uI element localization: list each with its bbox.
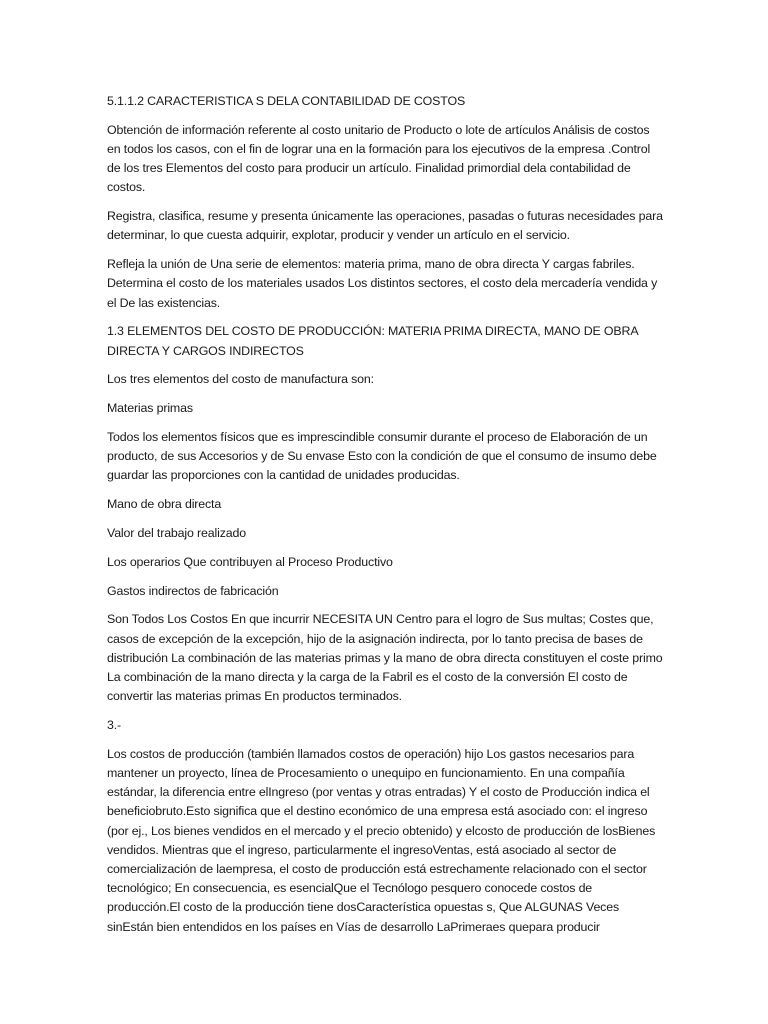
paragraph-son-todos: Son Todos Los Costos En que incurrir NECESITA UN Centro para el logro de Sus multas; Costes que, casos de excepción de la excepción, hijo de la asignación indirecta, por lo tanto precisa de bases de distribución La combinación de las materias primas y la mano de obra directa constituyen el coste primo La combinación de la mano directa y la carga de la Fabril es el costo de la conversión El costo de convertir las materias primas En productos terminados. <box>107 612 663 704</box>
paragraph-operarios: Los operarios Que contribuyen al Proceso Productivo <box>107 554 393 569</box>
subheading-gastos-indirectos: Gastos indirectos de fabricación <box>107 583 279 598</box>
paragraph-costos-produccion: Los costos de producción (también llamados costos de operación) hijo Los gastos necesarios para mantener un proyecto, línea de Procesamiento o unequipo en funcionamiento. En una compañía estándar, la diferencia entre elIngreso (por ventas y otras entradas) Y el costo de Producción indica el beneficiobruto.Esto significa que el destino económico de una empresa está asociado con: el ingreso (por ej., Los bienes vendidos en el mercado y el precio obtenido) y elcosto de producción de losBienes vendidos. Mientras que el ingreso, particularmente el ingresoVentas, está asociado al sector de comercialización de laempresa, el costo de producción está estrechamente relacionado con el sector tecnológico; En consecuencia, es esencialQue el Tecnólogo pesquero conocede costos de producción.El costo de la producción tiene dosCaracterística opuestas s, Que ALGUNAS Veces sinEstán bien entendidos en los países en Vías de desarrollo LaPrimeraes quepara producir <box>107 746 656 934</box>
section-heading-5-1-1-2: 5.1.1.2 CARACTERISTICA S DELA CONTABILIDAD DE COSTOS <box>107 94 466 108</box>
paragraph-obtencion: Obtención de información referente al costo unitario de Producto o lote de artículos Análisis de costos en todos los casos, con el fin de lograr una en la formación para los ejecutivos de la empresa .Control de los tres Elementos del costo para producir un artículo. Finalidad primordial dela contabilidad de costos. <box>107 122 651 195</box>
paragraph-valor-trabajo: Valor del trabajo realizado <box>107 526 246 540</box>
paragraph-tres-elementos: Los tres elementos del costo de manufactura son: <box>107 372 374 387</box>
document-page <box>107 92 663 946</box>
paragraph-elementos-fisicos: Todos los elementos físicos que es imprescindible consumir durante el proceso de Elaboración de un producto, de sus Accesorios y de Su envase Esto con la condición de que el consumo de insumo debe guardar las proporciones con la cantidad de unidades producidas. <box>107 430 657 483</box>
paragraph-registra: Registra, clasifica, resume y presenta únicamente las operaciones, pasadas o futuras necesidades para determinar, lo que cuesta adquirir, explotar, producir y vender un artículo en el servicio. <box>107 209 663 243</box>
subheading-mano-de-obra: Mano de obra directa <box>107 497 222 512</box>
section-heading-1-3: 1.3 ELEMENTOS DEL COSTO DE PRODUCCIÓN: MATERIA PRIMA DIRECTA, MANO DE OBRA DIRECTA Y CARGOS INDIRECTOS <box>107 324 638 358</box>
subheading-materias-primas: Materias primas <box>107 401 193 416</box>
section-number-3: 3.- <box>107 718 122 732</box>
paragraph-refleja: Refleja la unión de Una serie de elementos: materia prima, mano de obra directa Y cargas fabriles. Determina el costo de los materiales usados Los distintos sectores, el costo dela mercadería vendida y el De las existencias. <box>107 257 658 310</box>
